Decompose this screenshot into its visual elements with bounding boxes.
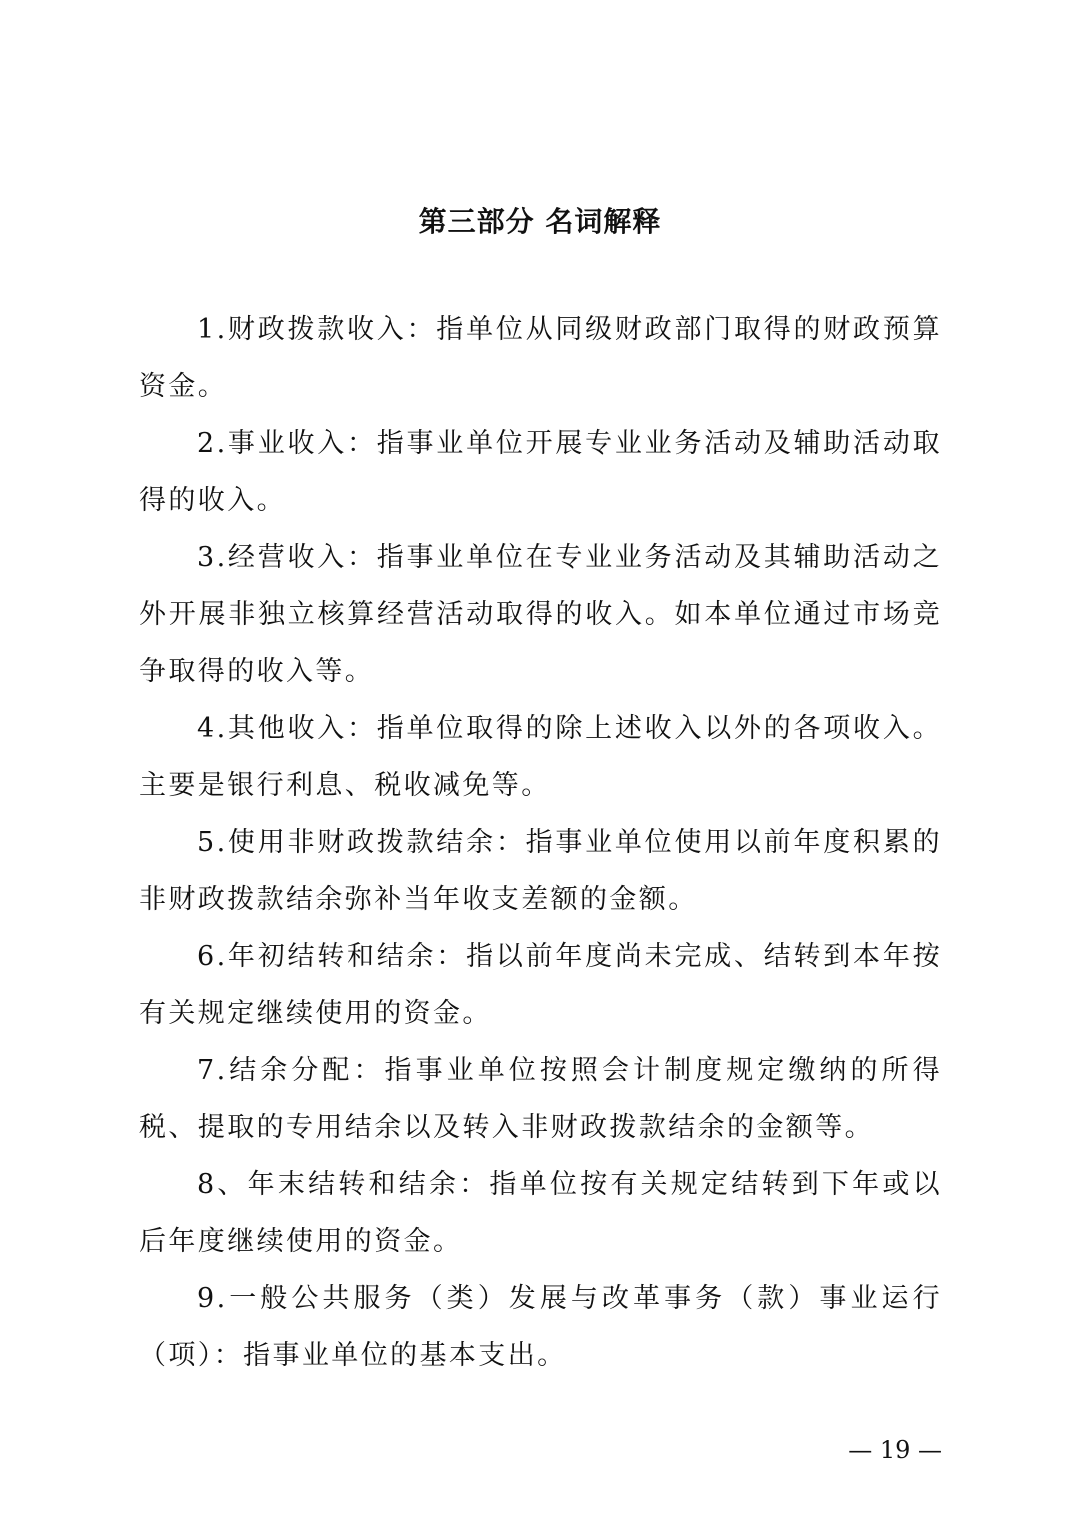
definition-paragraph-4: 4.其他收入：指单位取得的除上述收入以外的各项收入。主要是银行利息、税收减免等。 bbox=[139, 713, 942, 801]
page-number: — 19 — bbox=[848, 1436, 942, 1464]
definition-paragraph-9: 9.一般公共服务（类）发展与改革事务（款）事业运行（项）：指事业单位的基本支出。 bbox=[139, 1283, 942, 1371]
page-title: 第三部分 名词解释 bbox=[418, 205, 662, 238]
definition-paragraph-3: 3.经营收入：指事业单位在专业业务活动及其辅助活动之外开展非独立核算经营活动取得的收入。如本单位通过市场竞争取得的收入等。 bbox=[139, 542, 942, 687]
document-body bbox=[139, 301, 942, 1384]
definition-paragraph-6: 6.年初结转和结余：指以前年度尚未完成、结转到本年按有关规定继续使用的资金。 bbox=[139, 941, 942, 1029]
definition-paragraph-8: 8、年末结转和结余：指单位按有关规定结转到下年或以后年度继续使用的资金。 bbox=[139, 1169, 942, 1257]
definition-paragraph-2: 2.事业收入：指事业单位开展专业业务活动及辅助活动取得的收入。 bbox=[139, 428, 942, 516]
definition-paragraph-5: 5.使用非财政拨款结余：指事业单位使用以前年度积累的非财政拨款结余弥补当年收支差额的金额。 bbox=[139, 827, 942, 915]
definition-paragraph-1: 1.财政拨款收入：指单位从同级财政部门取得的财政预算资金。 bbox=[139, 314, 942, 402]
definition-paragraph-7: 7.结余分配：指事业单位按照会计制度规定缴纳的所得税、提取的专用结余以及转入非财政拨款结余的金额等。 bbox=[139, 1055, 942, 1143]
